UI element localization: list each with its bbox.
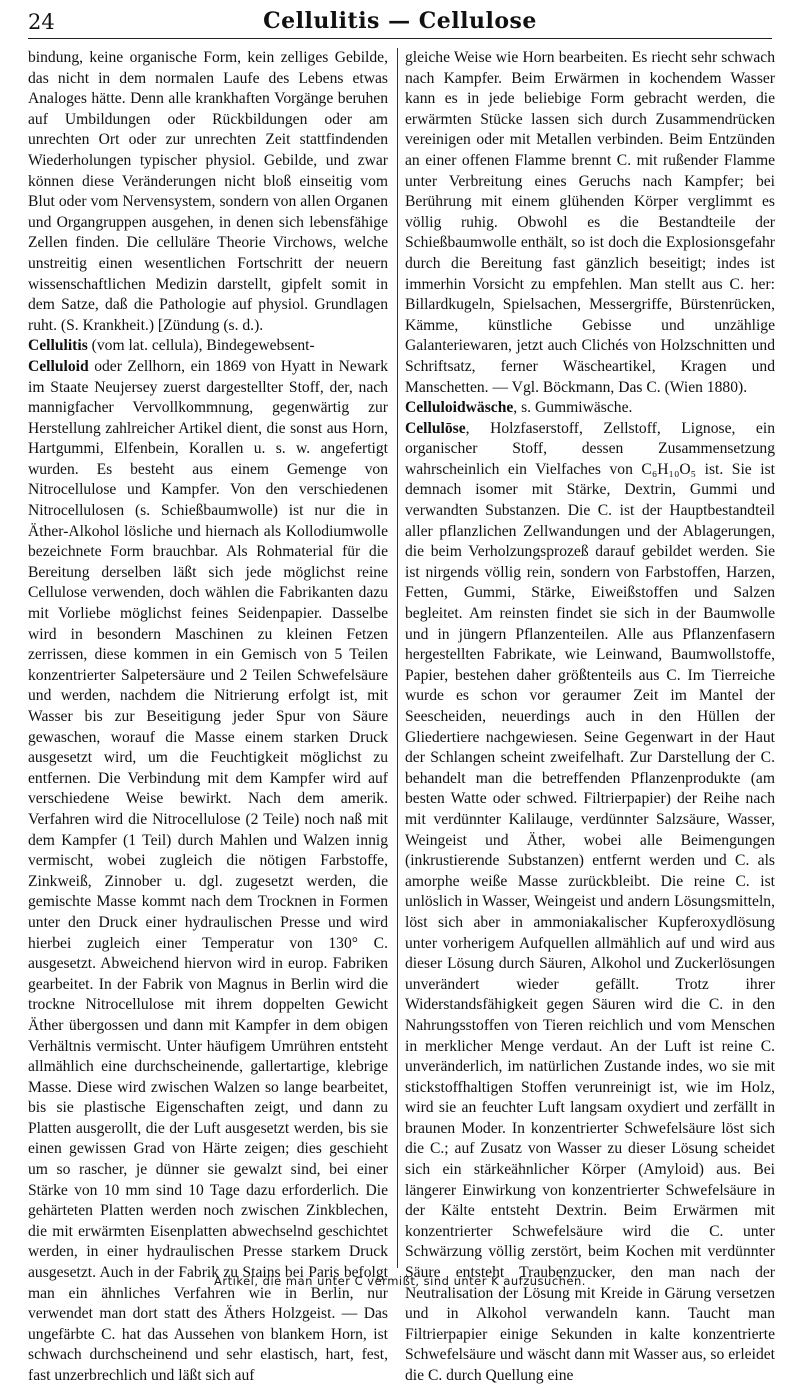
entry-cellulose xyxy=(405,419,775,1387)
right-column xyxy=(405,48,775,1384)
running-head: Cellulitis — Cellulose xyxy=(263,8,537,34)
entry-text: oder Zellhorn, ein 1869 von Hyatt in Newark im Staate Neujersey zuerst dargestellter Stoff, der, nach mannigfacher Vervollkommnung, gegenwärtig zur Herstellung zahlreicher Artikel dient, die sonst aus Horn, Hartgummi, Elfenbein, Korallen u. s. w. angefertigt wurden. Es besteht aus einem Gemenge von Nitrocellulose und Kampfer. Von den verschiedenen Nitrocellulosen (s. Schießbaumwolle) ist nur die in Äther-Alkohol lösliche und hiernach als Kollodiumwolle bezeichnete Form brauchbar. Als Rohmaterial für die Bereitung derselben läßt sich jede möglichst reine Cellulose verwenden, doch wählen die Fabrikanten dazu mit Vorliebe möglichst feines Seidenpapier. Dasselbe wird in besondern Maschinen zu kleinen Fetzen zerrissen, diese kommen in ein Gemisch von 5 Teilen konzentrierter Salpetersäure und 2 Teilen Schwefelsäure und werden, nachdem die Nitrierung erfolgt ist, mit Wasser bis zur Beseitigung jeder Spur von Säure gewaschen, worauf die Masse einem starken Druck ausgesetzt wird, um die Feuchtigkeit möglichst zu entfernen. Die Verbindung mit dem Kampfer wird auf verschiedene Weise bewirkt. Nach dem amerik. Verfahren wird die Nitrocellulose (2 Teile) noch naß mit dem Kampfer (1 Teil) durch Mahlen und Walzen innig vermischt, wobei zugleich die nötigen Farbstoffe, Zinkweiß, Zinnober u. dgl. zugesetzt werden, die gemischte Masse kommt nach dem Trocknen in Formen unter den Druck einer hydraulischen Presse und wird hierbei zugleich einer Temperatur von 130° C. ausgesetzt. Abweichend hiervon wird in europ. Fabriken gearbeitet. In der Fabrik von Magnus in Berlin wird die trockne Nitrocellulose mit ihrem doppelten Gewicht Äther übergossen und dann mit Kampfer in dem obigen Verhältnis vermischt. Unter häufigem Umrühren entsteht allmählich eine durchscheinende, gallertartige, klebrige Masse. Diese wird zwischen Walzen so lange bearbeitet, bis sie plastische Eigenschaften zeigt, und dann zu Platten ausgerollt, die der Luft ausgesetzt werden, bis sie einen gewissen Grad von Härte zeigen; dies geschieht um so rascher, je dünner sie gewalzt sind, bei einer Stärke von 10 mm sind 10 Tage dazu erforderlich. Die gehärteten Platten werden noch zwischen Zinkblechen, die mit erwärmten Eisenplatten abwechselnd geschichtet werden, in einer hydraulischen Presse starkem Druck ausgesetzt. Auch in der Fabrik zu Stains bei Paris befolgt man ein ähnliches Verfahren wie in Berlin, nur verwendet man dort statt des Äthers Holzgeist. — Das ungefärbte C. hat das Aussehen von blankem Horn, ist schwach durchscheinend und sehr elastisch, hart, fest, fast unzerbrechlich und läßt sich auf xyxy=(28,357,388,1384)
entry-celluloidwaesche xyxy=(405,398,775,419)
entry-text: , Holzfaserstoff, Zellstoff, Lignose, ein organischer Stoff, dessen Zusammensetzung wahrscheinlich ein Vielfaches von C₆H₁₀O₅ ist. Sie ist demnach isomer mit Stärke, Dextrin, Gummi und verwandten Substanzen. Die C. ist der Hauptbestandteil aller pflanzlichen Zellwandungen und der Ablagerungen, die beim Verholzungsprozeß darauf gebildet werden. Sie ist nirgends völlig rein, sondern von Farbstoffen, Harzen, Fetten, Gummi, Stärke, Eiweißstoffen und Salzen begleitet. Am reinsten findet sie sich in der Baumwolle und in jüngern Pflanzenteilen. Alle aus Pflanzenfasern hergestellten Fabrikate, wie Leinwand, Baumwollstoffe, Papier, bestehen daher größtenteils aus C. Im Tierreiche wurde es schon vor geraumer Zeit im Mantel der Seescheiden, neuerdings auch in den Hüllen der Gliedertiere nachgewiesen. Seine Gegenwart in der Haut der Schlangen scheint zweifelhaft. Zur Darstellung der C. behandelt man die betreffenden Pflanzenprodukte (am besten Watte oder schwed. Filtrierpapier) der Reihe nach mit verdünnter Kalilauge, verdünnter Salzsäure, Wasser, Weingeist und Äther, wobei alle Beimengungen (inkrustierende Substanzen) entfernt werden und C. als amorphe weiße Masse zurückbleibt. Die reine C. ist unlöslich in Wasser, Weingeist und andern Lösungsmitteln, löst sich aber in ammoniakalischer Kupferoxydlösung unter vorherigem Aufquellen allmählich auf und wird aus dieser Lösung durch Säuren, Alkohol und Zuckerlösungen unverändert wieder gefällt. Trotz ihrer Widerstandsfähigkeit gegen Säuren wird die C. in den Nahrungsstoffen von Tieren reichlich und vom Menschen in merklicher Menge verdaut. An der Luft ist reine C. unveränderlich, im natürlichen Zustande indes, wo sie mit stickstoffhaltigen Stoffen verunreinigt ist, wie im Holz, wird sie an feuchter Luft langsam oxydiert und zerfällt in braunen Moder. In konzentrierter Schwefelsäure löst sich die C.; auf Zusatz von Wasser zu dieser Lösung scheidet sich ein stärkeähnlicher Körper (Amyloid) aus. Bei längerer Einwirkung von konzentrierter Schwefelsäure in der Kälte entsteht Dextrin. Beim Erwärmen mit konzentrierter Schwefelsäure wird die C. unter Schwärzung völlig zerstört, beim Kochen mit verdünnter Säure entsteht Traubenzucker, den man nach der Neutralisation der Lösung mit Kreide in Gärung versetzen und in Alkohol verwandeln kann. Taucht man Filtrierpapier einige Sekunden in kalte konzentrierte Schwefelsäure und wäscht dann mit Wasser aus, so erleidet die C. durch Quellung eine xyxy=(405,419,775,1384)
entry-text: (vom lat. cellula), Bindegewebsent- xyxy=(87,337,315,355)
entry-text: gleiche Weise wie Horn bearbeiten. Es riecht sehr schwach nach Kampfer. Beim Erwärmen in kochendem Wasser kann es in jede beliebige Form gebracht werden, die erwärmten Stücke lassen sich durch Zusammendrücken vereinigen oder mit Metallen verbinden. Beim Entzünden an einer offenen Flamme brennt C. mit rußender Flamme unter Verbreitung eines Geruchs nach Kampfer; bei Berührung mit einem glühenden Körper verglimmt es völlig ruhig. Obwohl es die Bestandteile der Schießbaumwolle enthält, so ist doch die Explosionsgefahr durch die Bereitung fast gänzlich beseitigt; indes ist immerhin Vorsicht zu empfehlen. Man stellt aus C. her: Billardkugeln, Spielsachen, Messergriffe, Bürstenrücken, Kämme, künstliche Gebisse und unzählige Galanteriewaren, jetzt auch Clichés von Holzschnitten und Schriftsatz, ferner Wäscheartikel, Kragen und Manschetten. — Vgl. Böckmann, Das C. (Wien 1880). xyxy=(405,49,775,396)
entry-text: bindung, keine organische Form, kein zelliges Gebilde, das nicht in dem normalen Laufe des Lebens etwas Analoges hätte. Denn alle krankhaften Vorgänge beruhen auf Umbildungen oder Rückbildungen oder am unrechten Ort oder zur unrechten Zeit stattfindenden Wiederholungen typischer physiol. Gebilde, und zwar können diese Veränderungen nicht bloß einseitig vom Blut oder vom Nervensystem, sondern von allen Organen und Organgruppen ausgehen, in denen sich lebensfähige Zellen finden. Die celluläre Theorie Virchows, welche unstreitig einen wesentlichen Fortschritt der neuern wissenschaftlichen Medizin darstellt, gipfelt somit in dem Satze, daß die Pathologie auf physiol. Grundlagen ruht. (S. Krankheit.) [Zündung (s. d.). xyxy=(28,49,388,334)
left-column xyxy=(28,48,388,1384)
entry-cellulitis xyxy=(28,336,388,357)
entry-continuation xyxy=(405,48,775,398)
entry-text: , s. Gummiwäsche. xyxy=(513,399,633,417)
page-header xyxy=(28,8,772,39)
headword: Celluloidwäsche xyxy=(405,399,514,417)
headword: Celluloid xyxy=(28,357,89,375)
column-divider xyxy=(397,48,398,1268)
entry-celluloid xyxy=(28,357,388,1387)
headword: Cellulōse xyxy=(405,419,466,437)
page-number: 24 xyxy=(28,10,55,34)
page-footer-note: Artikel, die man unter C vermißt, sind unter K aufzusuchen. xyxy=(214,1274,586,1288)
entry-continuation xyxy=(28,48,388,336)
headword: Cellulitis xyxy=(28,337,88,355)
